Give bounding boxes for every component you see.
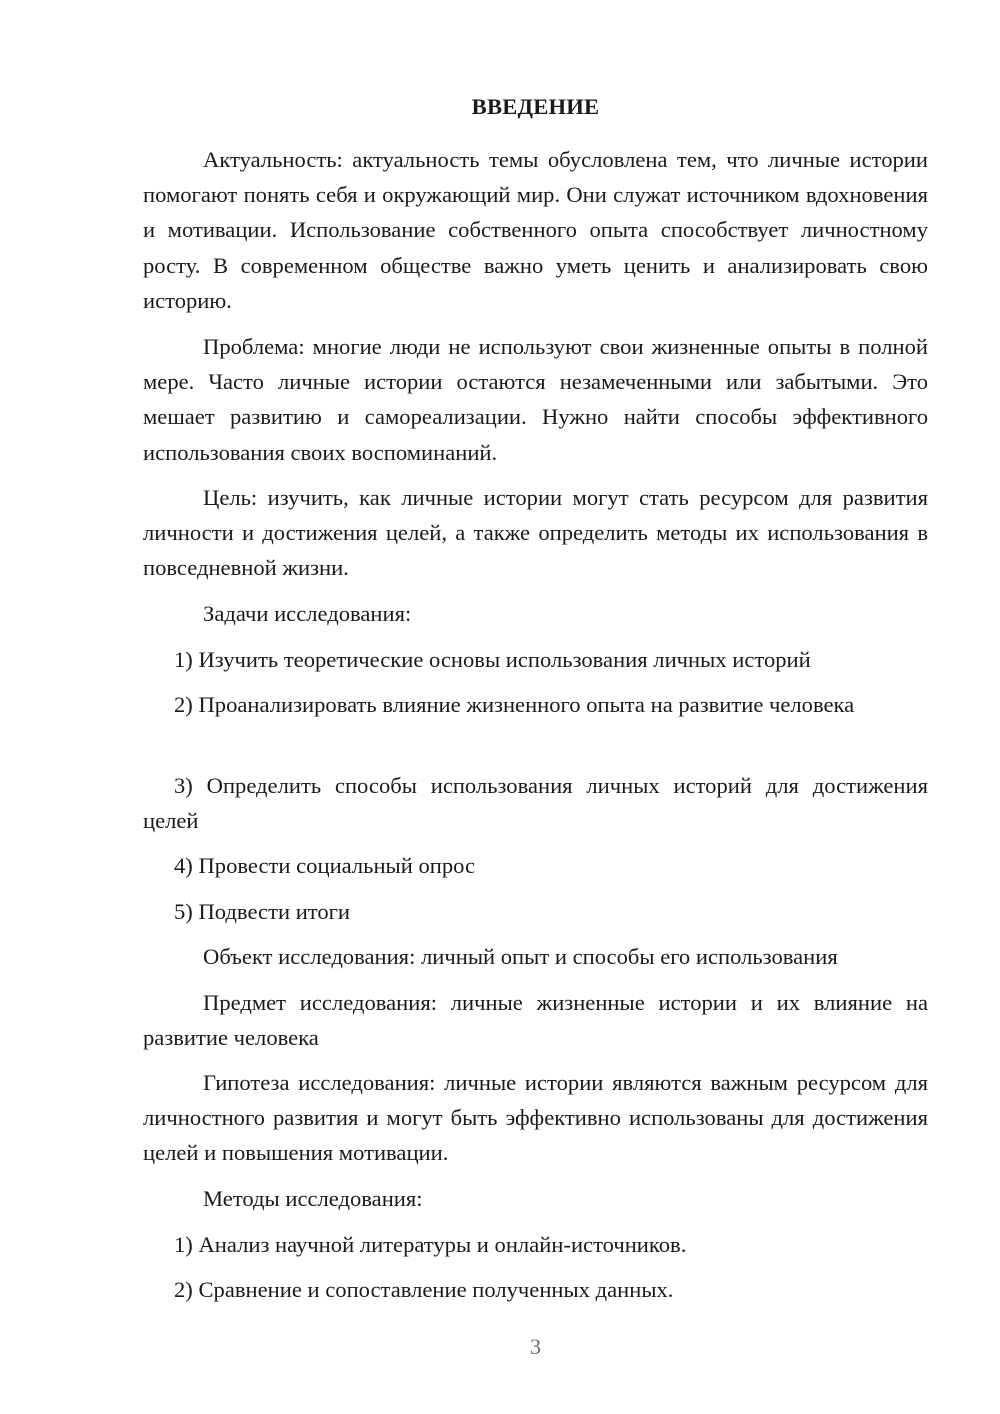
list-item-task-4: 4) Провести социальный опрос: [174, 853, 476, 878]
section-heading: ВВЕДЕНИЕ: [471, 94, 600, 119]
paragraph-relevance: Актуальность: актуальность темы обусловлена тем, что личные истории помогают понять себя и окружающий мир. Они служат источником вдохновения и мотивации. Использование собственного опыта способствует личностному росту. В современном обществе важно уметь ценить и анализировать свою историю.: [143, 147, 928, 313]
paragraph-tasks-title: Задачи исследования:: [203, 601, 412, 626]
list-item-task-1: 1) Изучить теоретические основы использования личных историй: [174, 647, 811, 672]
list-item-task-2: 2) Проанализировать влияние жизненного опыта на развитие человека: [174, 692, 855, 717]
paragraph-hypothesis: Гипотеза исследования: личные истории являются важным ресурсом для личностного развития и могут быть эффективно использованы для достижения целей и повышения мотивации.: [143, 1070, 928, 1166]
list-item-method-2: 2) Сравнение и сопоставление полученных данных.: [174, 1277, 674, 1302]
document-page: [143, 0, 928, 1414]
paragraph-problem: Проблема: многие люди не используют свои жизненные опыты в полной мере. Часто личные истории остаются незамеченными или забытыми. Это мешает развитию и самореализации. Нужно найти способы эффективного использования своих воспоминаний.: [143, 334, 928, 465]
list-item-task-5: 5) Подвести итоги: [174, 899, 351, 924]
paragraph-methods-title: Методы исследования:: [203, 1186, 423, 1211]
paragraph-object: Объект исследования: личный опыт и способы его использования: [203, 944, 838, 969]
list-item-method-1: 1) Анализ научной литературы и онлайн-источников.: [174, 1232, 687, 1257]
paragraph-subject: Предмет исследования: личные жизненные истории и их влияние на развитие человека: [143, 990, 928, 1051]
list-item-task-3: 3) Определить способы использования личных историй для достижения целей: [143, 773, 928, 834]
paragraph-goal: Цель: изучить, как личные истории могут стать ресурсом для развития личности и достижения целей, а также определить методы их использования в повседневной жизни.: [143, 485, 928, 581]
page-number: 3: [530, 1334, 541, 1359]
